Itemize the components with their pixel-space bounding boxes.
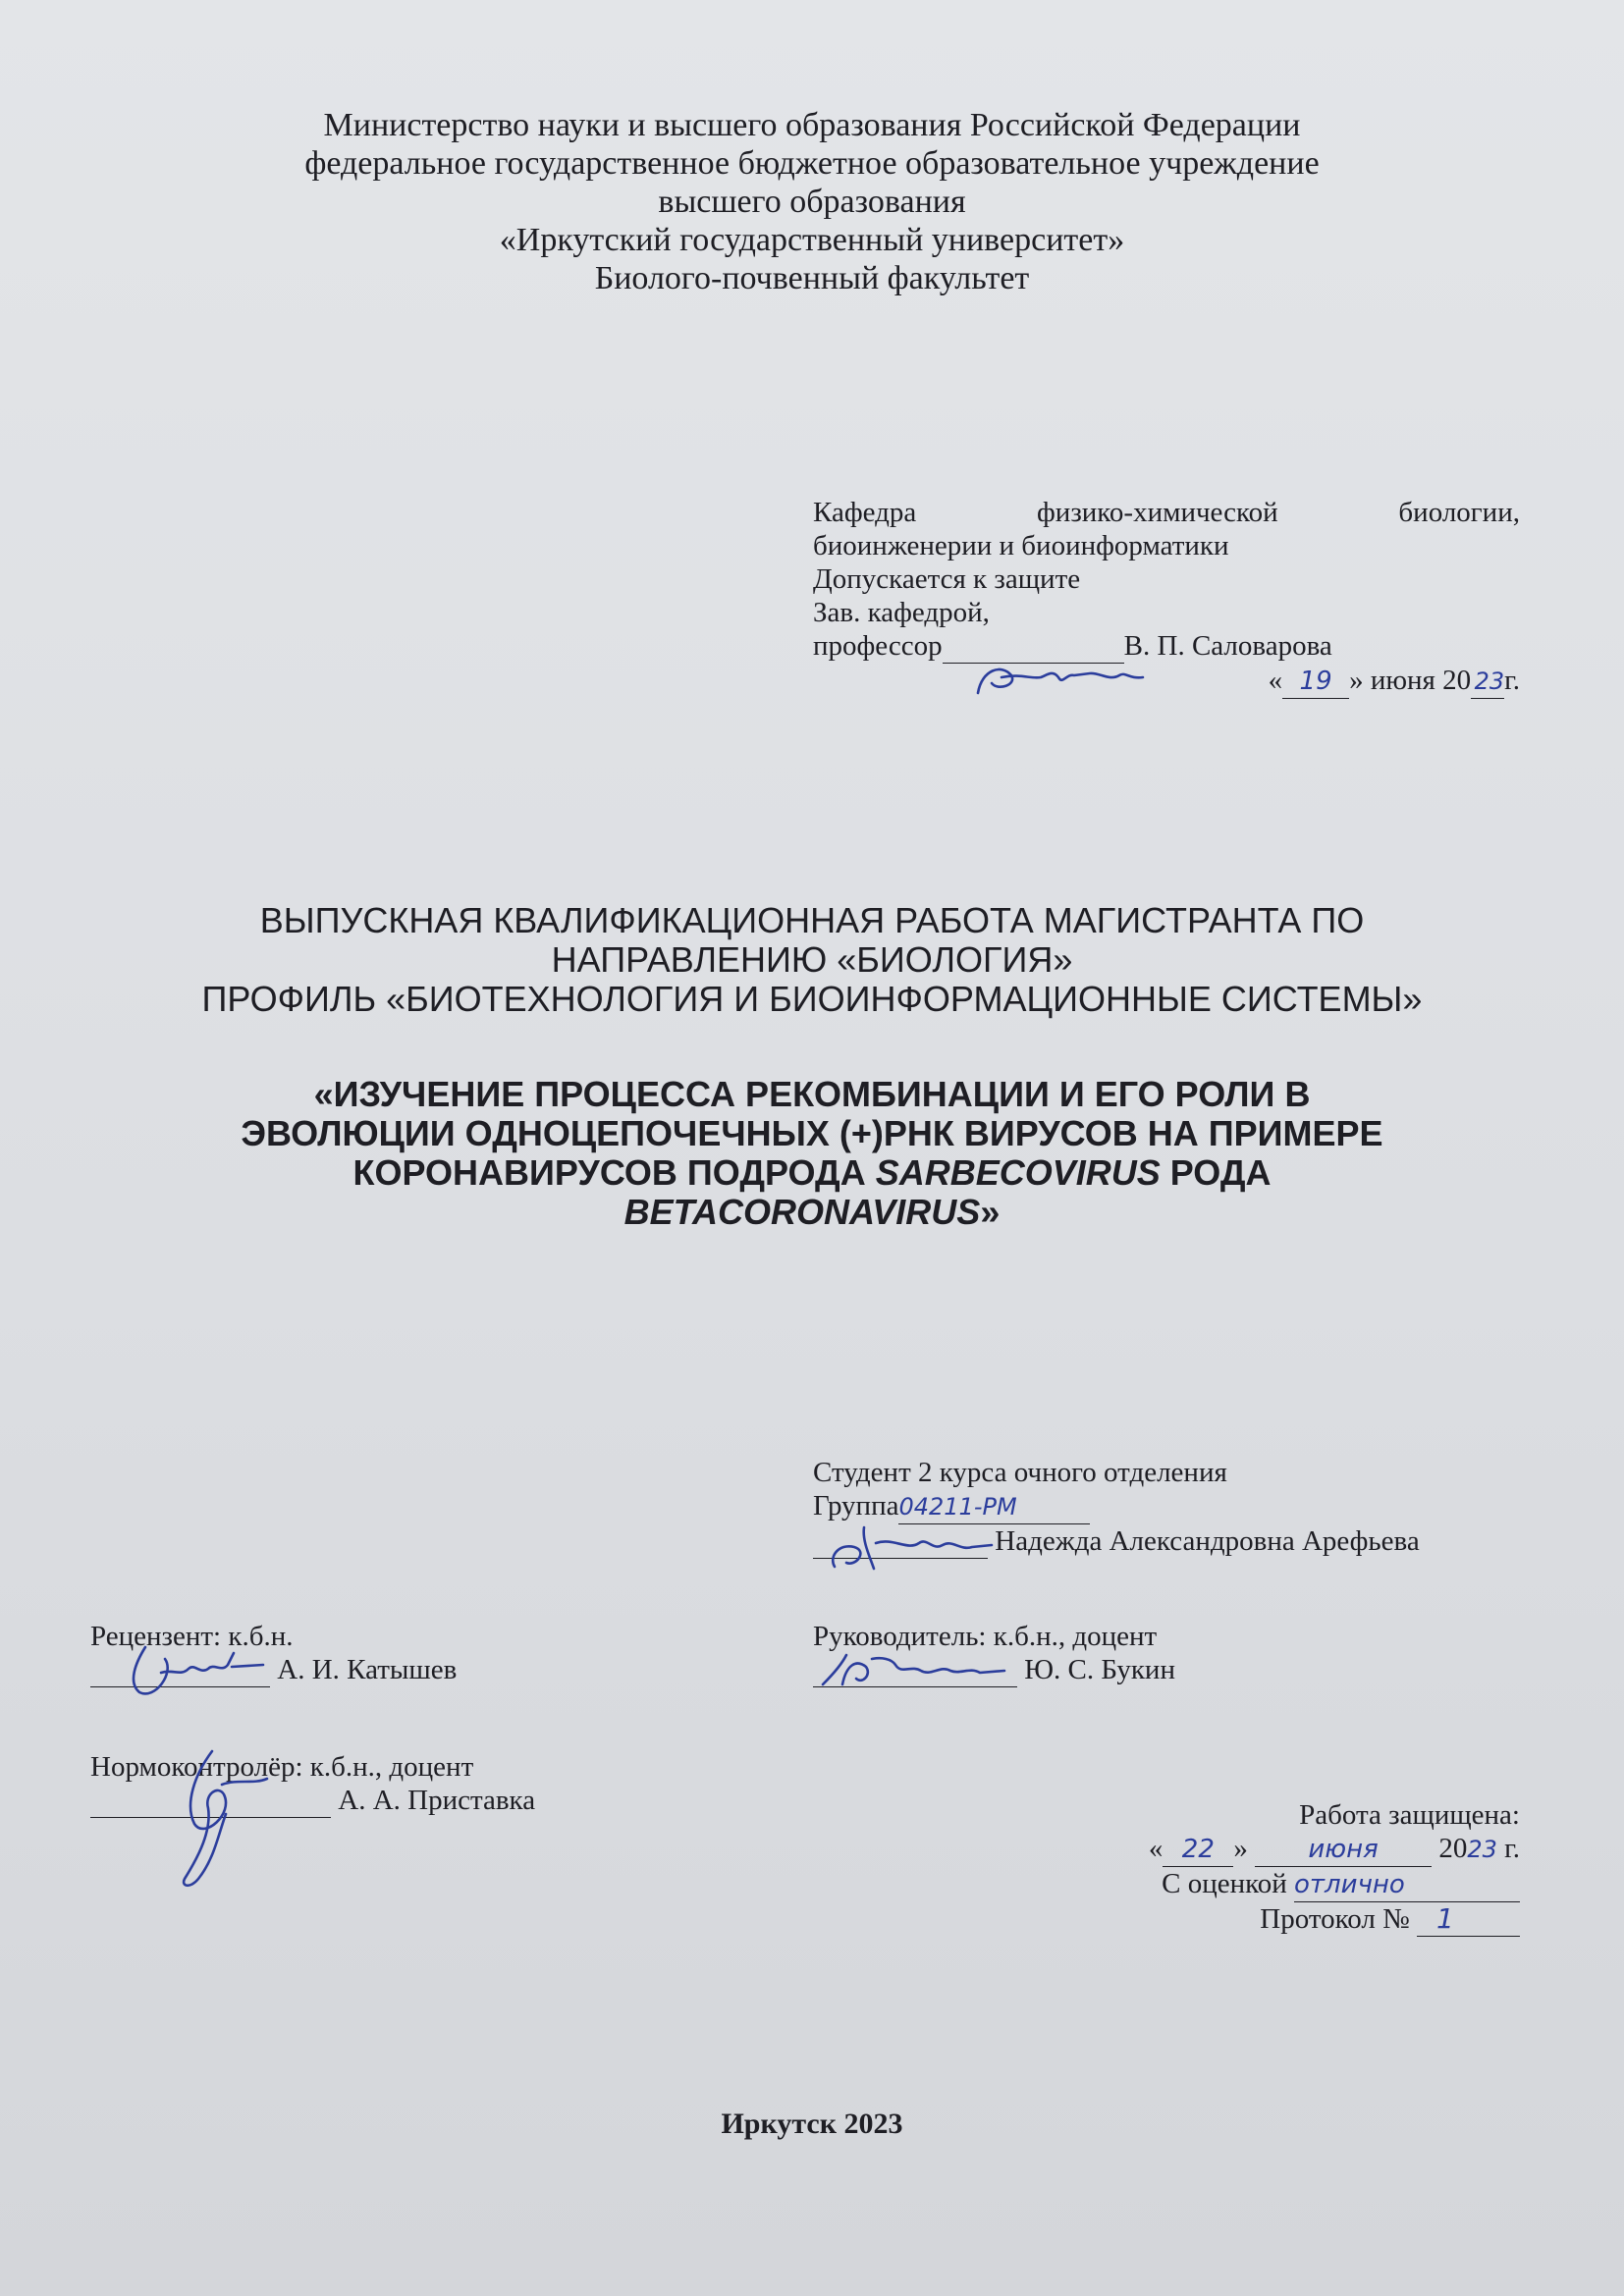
- department-line-2: биоинженерии и биоинформатики: [813, 530, 1229, 561]
- work-type-line-1: ВЫПУСКНАЯ КВАЛИФИКАЦИОННАЯ РАБОТА МАГИСТРАНТА ПО: [259, 900, 1365, 940]
- ministry-header: [0, 106, 1624, 297]
- defense-day-handwritten: 22: [1181, 1835, 1215, 1864]
- header-line-university: «Иркутский государственный университет»: [499, 222, 1125, 258]
- admission-text: Допускается к защите: [813, 563, 1081, 595]
- head-name: В. П. Саловарова: [1123, 630, 1332, 662]
- student-group: Группа04211-РМ: [813, 1489, 1420, 1524]
- supervisor-signature-image: [813, 1645, 1019, 1694]
- admission-year-handwritten: 23: [1474, 667, 1505, 695]
- topic-line-1: «ИЗУЧЕНИЕ ПРОЦЕССА РЕКОМБИНАЦИИ И ЕГО РОЛИ В: [313, 1074, 1311, 1114]
- head-signature-image: [972, 656, 1149, 705]
- normcontrol-label: Нормоконтролёр: к.б.н., доцент: [90, 1751, 474, 1783]
- reviewer-signature-image: [116, 1633, 293, 1702]
- normcontrol-signature-image: [165, 1745, 283, 1893]
- defense-date: « 22 » июня 2023 г.: [1070, 1832, 1520, 1867]
- topic-line-4: BETACORONAVIRUS»: [623, 1192, 1001, 1232]
- defense-year-handwritten: 23: [1467, 1836, 1497, 1863]
- defense-month-handwritten: июня: [1308, 1835, 1379, 1864]
- footer-city-year: Иркутск 2023: [721, 2108, 903, 2140]
- work-type-line-2: НАПРАВЛЕНИЮ «БИОЛОГИЯ»: [551, 939, 1073, 980]
- head-label: Зав. кафедрой,: [813, 597, 990, 628]
- normcontrol-block: [90, 1750, 535, 1818]
- thesis-topic: [0, 1075, 1624, 1232]
- student-course: Студент 2 курса очного отделения: [813, 1457, 1227, 1488]
- header-line-ministry: Министерство науки и высшего образования Российской Федерации: [323, 107, 1301, 143]
- grade-handwritten: отлично: [1294, 1870, 1405, 1899]
- department-line-1: Кафедра физико-химической биологии,: [813, 497, 1520, 528]
- department-block: [813, 496, 1520, 699]
- head-signature-line: профессор В. П. Саловарова: [813, 630, 1332, 662]
- work-type-block: [0, 901, 1624, 1019]
- defense-grade: С оценкой отлично: [1070, 1867, 1520, 1902]
- student-signature-image: [825, 1518, 1001, 1576]
- supervisor-name: Ю. С. Букин: [1024, 1654, 1175, 1685]
- defense-block: [1070, 1798, 1520, 1937]
- reviewer-name: А. И. Катышев: [277, 1654, 458, 1685]
- protocol-handwritten: 1: [1436, 1902, 1454, 1935]
- admission-day-handwritten: 19: [1299, 667, 1332, 696]
- topic-line-3: КОРОНАВИРУСОВ ПОДРОДА SARBECOVIRUS РОДА: [352, 1152, 1272, 1193]
- defense-label: Работа защищена:: [1299, 1799, 1520, 1831]
- header-line-institution-type: федеральное государственное бюджетное образовательное учреждение: [304, 145, 1320, 182]
- supervisor-label: Руководитель: к.б.н., доцент: [813, 1621, 1158, 1652]
- work-type-line-3: ПРОФИЛЬ «БИОТЕХНОЛОГИЯ И БИОИНФОРМАЦИОННЫЕ СИСТЕМЫ»: [201, 979, 1423, 1019]
- reviewer-label: Рецензент: к.б.н.: [90, 1621, 294, 1652]
- topic-line-2: ЭВОЛЮЦИИ ОДНОЦЕПОЧЕЧНЫХ (+)РНК ВИРУСОВ НА ПРИМЕРЕ: [241, 1113, 1383, 1153]
- header-line-education-level: высшего образования: [658, 184, 966, 220]
- defense-protocol: Протокол № 1: [1070, 1902, 1520, 1937]
- header-line-faculty: Биолого-почвенный факультет: [594, 260, 1030, 296]
- group-handwritten: 04211-РМ: [898, 1493, 1017, 1521]
- normcontrol-signature-line: [90, 1784, 535, 1818]
- admission-date: « 19 » июня 20 23г.: [813, 664, 1520, 699]
- student-name: Надежда Александровна Арефьева: [995, 1525, 1420, 1557]
- normcontrol-name: А. А. Приставка: [338, 1785, 536, 1816]
